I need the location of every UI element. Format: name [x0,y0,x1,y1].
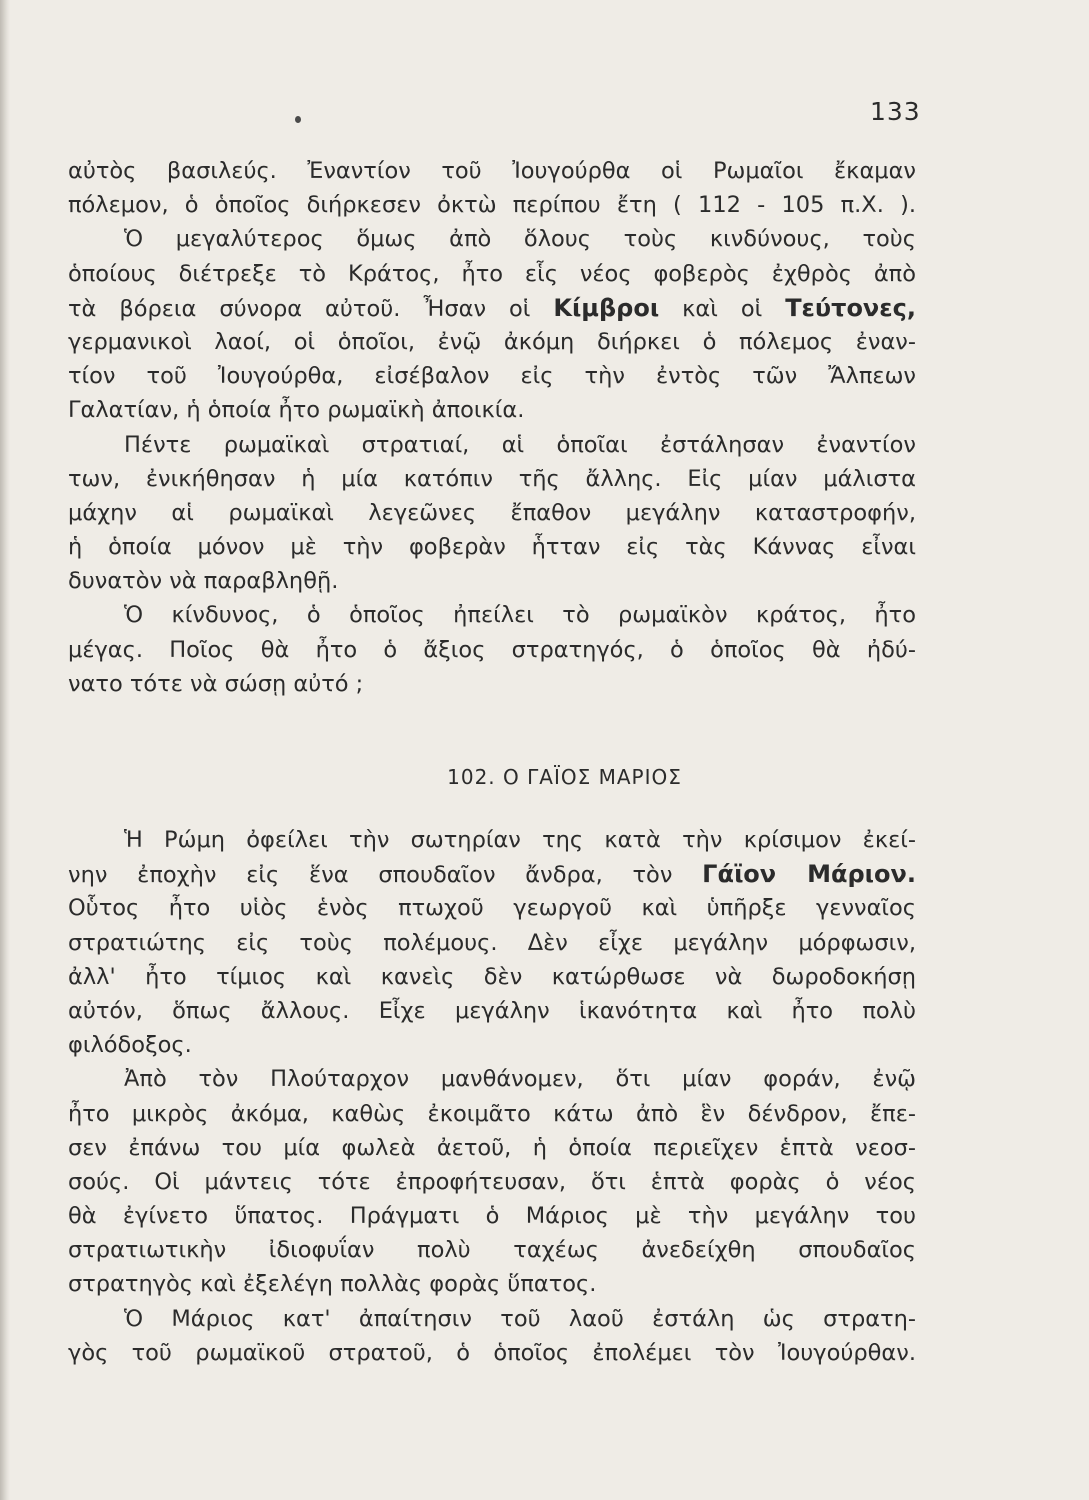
text-line [68,857,916,891]
section-2-text [68,823,916,1370]
emphasis-gaius-marius: Γάϊον Μάριον. [702,860,916,889]
text-line: Ἡ Ρώμη ὀφείλει τὴν σωτηρίαν της κατὰ τὴν κρίσιμον ἐκεί- [124,827,916,853]
text-line: των, ἐνικήθησαν ἡ μία κατόπιν τῆς ἄλλης. Εἰς μίαν μάλιστα [68,465,916,492]
text-line: Ὁ κίνδυνος, ὁ ὁποῖος ἠπείλει τὸ ρωμαϊκὸν κράτος, ἦτο [124,602,916,629]
emphasis-cimbri: Κίμβροι [553,293,660,322]
section-1-text [68,154,916,701]
text-line: πόλεμον, ὁ ὁποῖος διήρκεσεν ὀκτὼ περίπου ἔτη ( 112 - 105 π.Χ. ). [68,192,916,219]
text-line: Οὗτος ἦτο υἱὸς ἑνὸς πτωχοῦ γεωργοῦ καὶ ὑπῆρξε γενναῖος [68,895,916,922]
text-line: σεν ἐπάνω του μία φωλεὰ ἀετοῦ, ἡ ὁποία περιεῖχεν ἑπτὰ νεοσ- [68,1134,916,1161]
text-line: μάχην αἱ ρωμαϊκαὶ λεγεῶνες ἔπαθον μεγάλην καταστροφήν, [68,499,916,526]
text-line: ὁποίους διέτρεξε τὸ Κράτος, ἦτο εἷς νέος φοβερὸς ἐχθρὸς ἀπὸ [68,260,916,287]
text-line: στρατιωτικὴν ἰδιοφυΐαν πολὺ ταχέως ἀνεδείχθη σπουδαῖος [68,1237,916,1264]
text-line: Γαλατίαν, ἡ ὁποία ἦτο ρωμαϊκὴ ἀποικία. [68,397,525,424]
text-line: στρατιώτης εἰς τοὺς πολέμους. Δὲν εἶχε μεγάλην μόρφωσιν, [68,929,916,956]
text-line: Ὁ μεγαλύτερος ὅμως ἀπὸ ὅλους τοὺς κινδύνους, τοὺς [124,226,916,253]
text-line: αὐτὸς βασιλεύς. Ἐναντίον τοῦ Ἰουγούρθα οἱ Ρωμαῖοι ἔκαμαν [68,158,916,184]
text-line: τίον τοῦ Ἰουγούρθα, εἰσέβαλον εἰς τὴν ἐντὸς τῶν Ἄλπεων [68,363,916,390]
text-line: Ἀπὸ τὸν Πλούταρχον μανθάνομεν, ὅτι μίαν φοράν, ἐνῷ [124,1066,916,1093]
text-fragment: νην ἐποχὴν εἰς ἕνα σπουδαῖον ἄνδρα, τὸν [68,862,703,889]
text-line: Ὁ Μάριος κατ' ἀπαίτησιν τοῦ λαοῦ ἐστάλη ὡς στρατη- [124,1305,916,1332]
ink-mark [295,116,301,123]
text-fragment: καὶ οἱ [659,295,786,322]
text-line: ἦτο μικρὸς ἀκόμα, καθὼς ἐκοιμᾶτο κάτω ἀπὸ ἓν δένδρον, ἔπε- [68,1100,916,1127]
text-line: φιλόδοξος. [68,1032,192,1059]
text-fragment: τὰ βόρεια σύνορα αὐτοῦ. Ἦσαν οἱ [68,295,554,322]
text-line: δυνατὸν νὰ παραβληθῇ. [68,568,339,595]
text-line: γερμανικοὶ λαοί, οἱ ὁποῖοι, ἐνῷ ἀκόμη διήρκει ὁ πόλεμος ἐναν- [68,328,916,355]
text-line: ἀλλ' ἦτο τίμιος καὶ κανεὶς δὲν κατώρθωσε νὰ δωροδοκήσῃ [68,963,916,990]
text-line: σούς. Οἱ μάντεις τότε ἐπροφήτευσαν, ὅτι ἑπτὰ φορὰς ὁ νέος [68,1168,916,1195]
text-line: ἡ ὁποία μόνον μὲ τὴν φοβερὰν ἧτταν εἰς τὰς Κάννας εἶναι [68,534,916,561]
page-number: 133 [870,97,921,126]
text-line: στρατηγὸς καὶ ἐξελέγη πολλὰς φορὰς ὕπατος. [68,1271,597,1298]
text-line: αὐτόν, ὅπως ἄλλους. Εἶχε μεγάλην ἱκανότητα καὶ ἦτο πολὺ [68,997,916,1024]
text-line: θὰ ἐγίνετο ὕπατος. Πράγματι ὁ Μάριος μὲ τὴν μεγάλην του [68,1203,916,1230]
section-heading: 102. Ο ΓΑΪΟΣ ΜΑΡΙΟΣ [447,765,682,789]
page-edge-shadow [0,0,10,1500]
text-line: μέγας. Ποῖος θὰ ἦτο ὁ ἄξιος στρατηγός, ὁ ὁποῖος θὰ ἠδύ- [68,636,916,663]
emphasis-teutons: Τεύτονες, [785,293,916,322]
text-line: νατο τότε νὰ σώσῃ αὐτό ; [68,670,364,697]
text-line: Πέντε ρωμαϊκαὶ στρατιαί, αἱ ὁποῖαι ἐστάλησαν ἐναντίον [124,431,916,458]
text-line [68,291,916,325]
text-line: γὸς τοῦ ρωμαϊκοῦ στρατοῦ, ὁ ὁποῖος ἐπολέμει τὸν Ἰουγούρθαν. [68,1339,916,1366]
